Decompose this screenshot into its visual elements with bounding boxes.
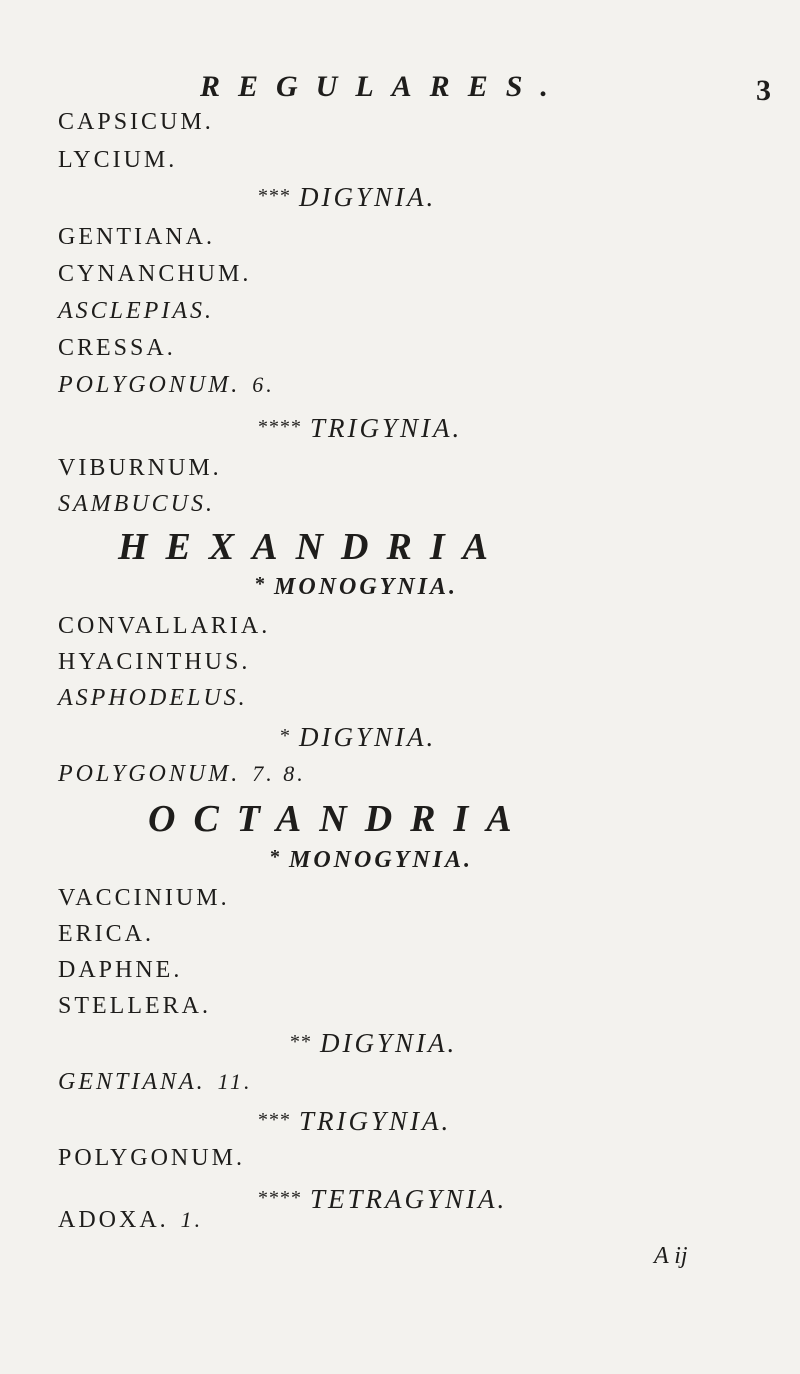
asterisk-marker: * — [280, 725, 291, 747]
asterisk-marker: *** — [258, 185, 291, 207]
asterisk-marker: ** — [290, 1031, 312, 1053]
order-label: MONOGYNIA. — [274, 574, 459, 600]
genus-entry: SAMBUCUS. — [58, 491, 215, 517]
genus-entry: CAPSICUM. — [58, 109, 214, 135]
order-heading — [280, 724, 436, 751]
asterisk-marker: * — [270, 846, 281, 868]
order-heading — [255, 574, 458, 599]
order-heading — [258, 1186, 507, 1213]
order-label: TETRAGYNIA. — [310, 1184, 508, 1214]
genus-entry: STELLERA. — [58, 993, 211, 1019]
species-reference: 6. — [252, 372, 275, 397]
genus-entry: GENTIANA. — [58, 224, 215, 250]
species-reference: 7. 8. — [252, 761, 306, 786]
order-heading — [290, 1030, 457, 1057]
asterisk-marker: **** — [258, 1187, 302, 1209]
order-label: DIGYNIA. — [299, 182, 437, 212]
genus-entry: CRESSA. — [58, 335, 176, 361]
genus-entry: HYACINTHUS. — [58, 649, 251, 675]
order-heading — [258, 184, 436, 211]
genus-entry: ASPHODELUS. — [58, 685, 248, 711]
order-label: TRIGYNIA. — [299, 1106, 452, 1136]
genus-entry: CYNANCHUM. — [58, 261, 252, 287]
running-header: REGULARES. — [200, 70, 566, 103]
genus-label: POLYGONUM. — [58, 761, 241, 787]
genus-entry: DAPHNE. — [58, 957, 183, 983]
signature-mark: A ij — [654, 1243, 688, 1269]
order-heading — [258, 415, 462, 442]
asterisk-marker: * — [255, 573, 266, 595]
order-label: TRIGYNIA. — [310, 413, 463, 443]
genus-entry: ASCLEPIAS. — [58, 298, 214, 324]
order-heading — [258, 1108, 451, 1135]
order-heading — [270, 847, 473, 872]
genus-entry: VIBURNUM. — [58, 455, 222, 481]
order-label: DIGYNIA. — [299, 722, 437, 752]
genus-label: POLYGONUM. — [58, 372, 241, 398]
genus-entry — [58, 1070, 253, 1094]
genus-entry: LYCIUM. — [58, 147, 178, 173]
asterisk-marker: **** — [258, 416, 302, 438]
class-heading: OCTANDRIA — [148, 798, 530, 840]
genus-entry: VACCINIUM. — [58, 885, 230, 911]
genus-entry: CONVALLARIA. — [58, 613, 271, 639]
genus-entry: ERICA. — [58, 921, 154, 947]
page-number: 3 — [756, 74, 771, 107]
genus-entry — [58, 373, 275, 397]
genus-entry — [58, 1208, 203, 1232]
species-reference: 11. — [217, 1069, 253, 1094]
order-label: MONOGYNIA. — [289, 847, 474, 873]
class-heading: HEXANDRIA — [118, 526, 506, 568]
order-label: DIGYNIA. — [320, 1028, 458, 1058]
genus-label: GENTIANA. — [58, 1069, 206, 1095]
genus-label: ADOXA. — [58, 1207, 169, 1233]
genus-entry — [58, 762, 306, 786]
species-reference: 1. — [180, 1207, 204, 1232]
asterisk-marker: *** — [258, 1109, 291, 1131]
genus-entry: POLYGONUM. — [58, 1145, 245, 1171]
